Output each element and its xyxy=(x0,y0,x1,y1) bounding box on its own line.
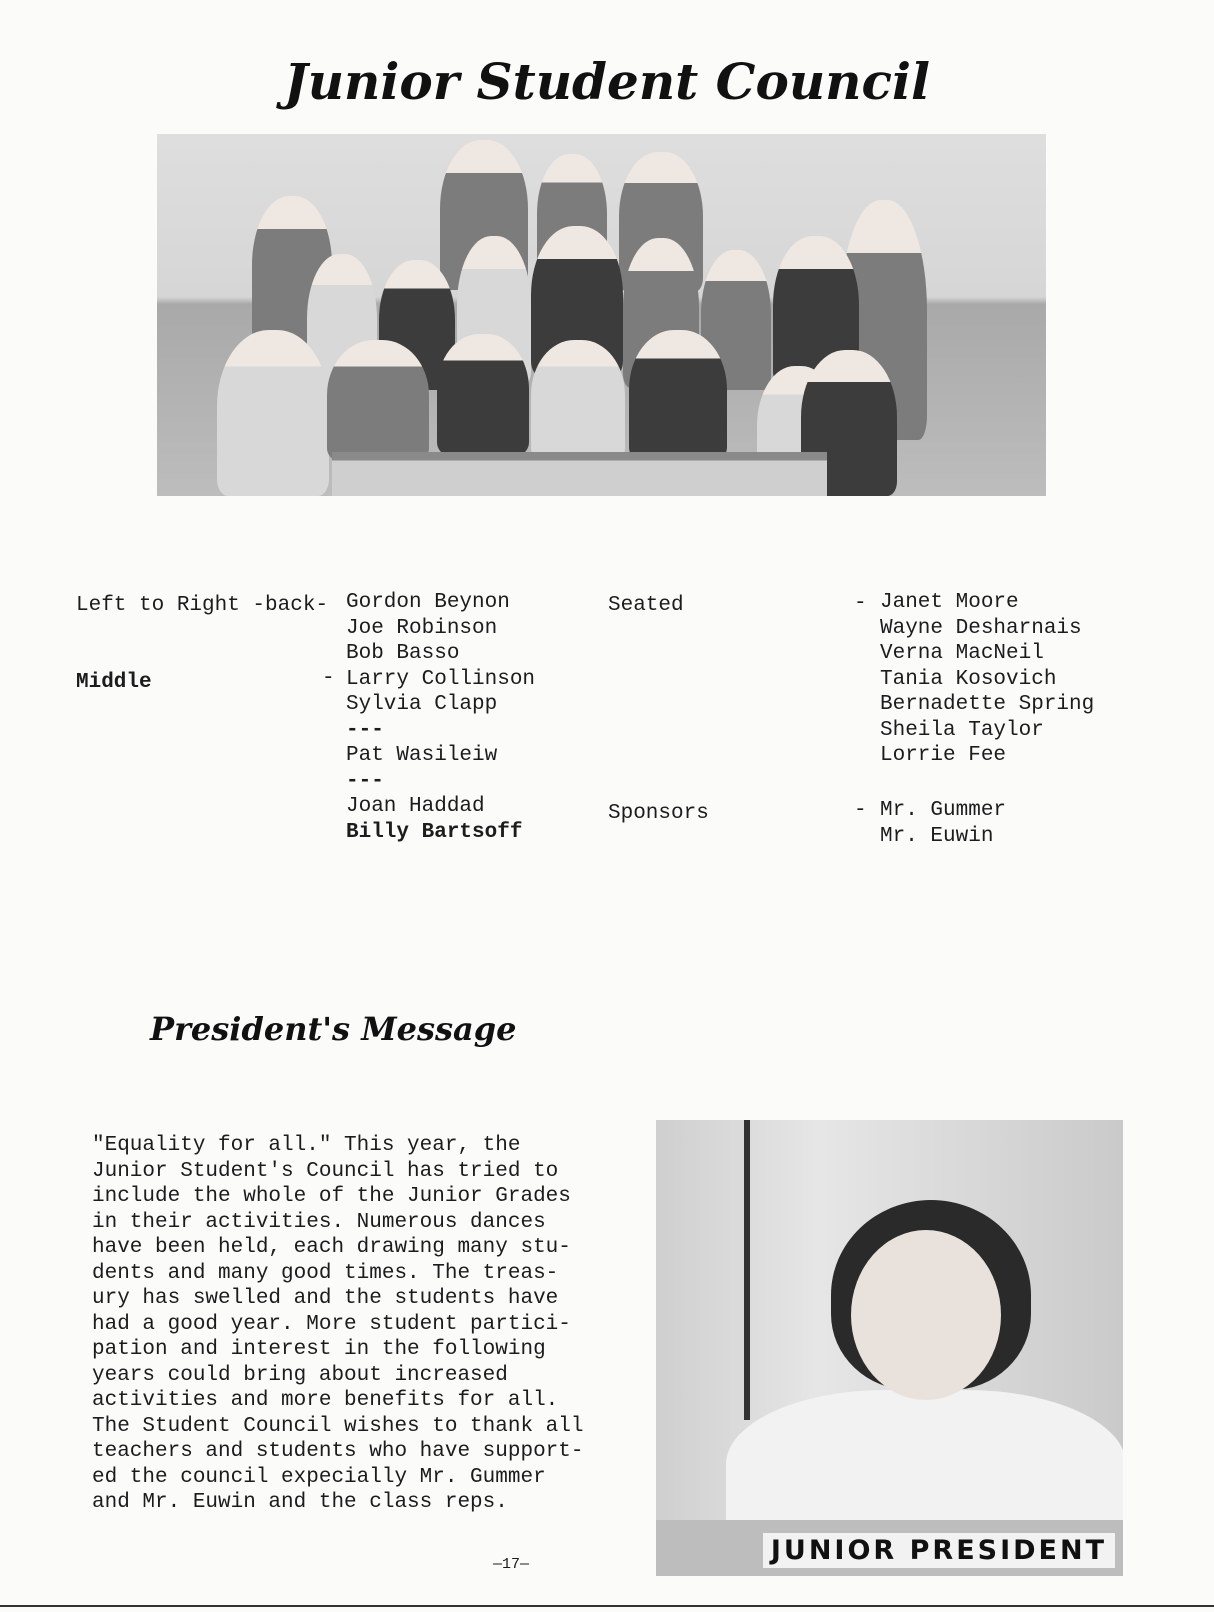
sponsors-dash: - xyxy=(854,799,867,822)
back-row-label: Left to Right -back- xyxy=(76,594,329,617)
roster-name: Bernadette Spring xyxy=(880,693,1095,716)
roster-name: Tania Kosovich xyxy=(880,667,1057,691)
president-message: "Equality for all." This year, the Junior Student's Council has tried to include the whole of the Junior Grades in their activities. Numerous dances have been held, each drawing many stu- dents and many good times. The treas- ury has swelled and the students have had a good year. More student partici- pation and interest in the following years could bring about increased activities and more benefits for all. The Student Council wishes to thank all teachers and students who have support- ed the council expecially Mr. Gummer and Mr. Euwin and the class reps. xyxy=(92,1134,584,1514)
seated-label: Seated xyxy=(608,594,684,617)
sponsors-names xyxy=(880,798,1006,849)
roster-name: Pat Wasileiw xyxy=(346,744,498,767)
sponsors-label: Sponsors xyxy=(608,802,709,825)
seated-names xyxy=(880,590,1094,769)
page-number: —17— xyxy=(493,1556,530,1573)
roster-name: Joe Robinson xyxy=(346,616,498,640)
page-title: Junior Student Council xyxy=(284,52,930,111)
roster-name: Mr. Gummer xyxy=(880,799,1007,822)
roster-name: Billy Bartsoff xyxy=(346,820,523,844)
message-heading: President's Message xyxy=(150,1010,517,1048)
bottom-rule xyxy=(0,1605,1214,1607)
president-caption: JUNIOR PRESIDENT xyxy=(763,1533,1115,1568)
roster-name: Larry Collinson xyxy=(346,667,536,691)
roster-name: Gordon Beynon xyxy=(346,591,510,614)
back-middle-names xyxy=(346,590,535,845)
roster-name: Bob Basso xyxy=(346,642,460,665)
roster-name: Sheila Taylor xyxy=(880,718,1044,742)
roster-name: Verna MacNeil xyxy=(880,642,1044,665)
roster-name: Joan Haddad xyxy=(346,795,485,818)
middle-dash: - xyxy=(322,667,335,690)
roster-name: Wayne Desharnais xyxy=(880,616,1082,640)
roster-name: Mr. Euwin xyxy=(880,824,994,848)
roster-separator: --- xyxy=(346,718,384,742)
president-photo xyxy=(656,1120,1123,1576)
seated-dash: - xyxy=(854,592,867,615)
roster-separator: --- xyxy=(346,769,384,793)
group-photo xyxy=(157,134,1046,496)
middle-row-label: Middle xyxy=(76,671,152,694)
roster-name: Lorrie Fee xyxy=(880,744,1007,767)
roster-name: Sylvia Clapp xyxy=(346,693,498,716)
roster-name: Janet Moore xyxy=(880,591,1019,614)
